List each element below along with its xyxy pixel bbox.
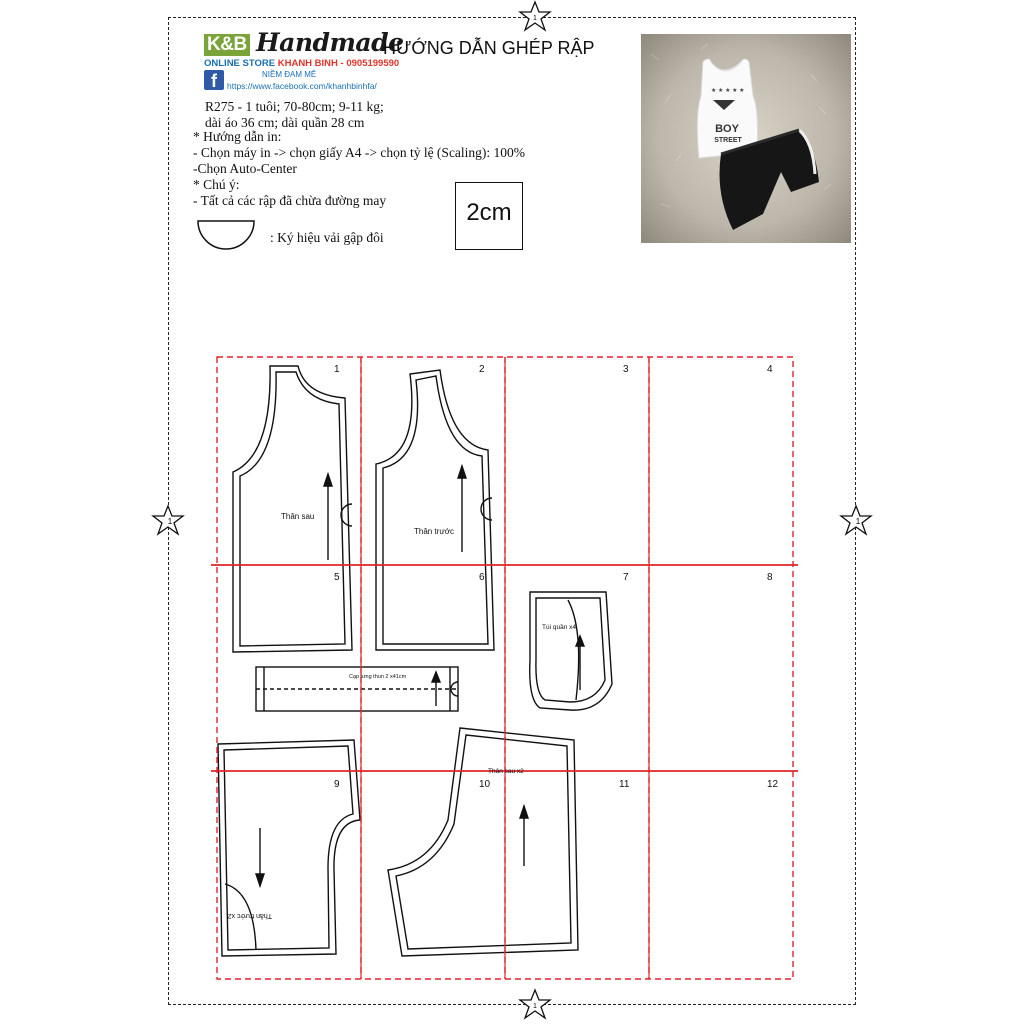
note-heading: * Chú ý: — [193, 177, 240, 192]
size-info-line2: dài áo 36 cm; dài quần 28 cm — [205, 115, 365, 130]
store-contact: KHANH BINH - 0905199590 — [277, 58, 400, 69]
fold-legend: : Ký hiệu vải gập đôi — [270, 230, 384, 245]
brand-logo-name: Handmade — [256, 28, 404, 57]
page-number-3: 3 — [623, 364, 629, 375]
piece-front-body — [376, 370, 494, 650]
label-pants-back: Thân sau x2 — [488, 768, 524, 775]
brand-logo-short: K&B — [204, 34, 250, 56]
page-number-5: 5 — [334, 572, 340, 583]
label-front-body: Thân trước — [414, 527, 454, 536]
label-pocket: Túi quần x4 — [542, 624, 576, 631]
label-pants-front: Thân trước x2 — [227, 912, 272, 919]
page-number-11: 11 — [619, 779, 630, 790]
svg-text:★ ★ ★ ★ ★: ★ ★ ★ ★ ★ — [711, 88, 745, 94]
print-guide-step1: - Chọn máy in -> chọn giấy A4 -> chọn tỷ lệ (Scaling): 100% — [193, 145, 526, 160]
facebook-icon: f — [204, 70, 224, 90]
page-number-2: 2 — [479, 364, 485, 375]
piece-pocket — [530, 592, 612, 710]
page-number-10: 10 — [479, 779, 491, 790]
page-number-1: 1 — [334, 364, 340, 375]
facebook-url: https://www.facebook.com/khanhbinhfa/ — [227, 81, 377, 91]
page-number-9: 9 — [334, 779, 340, 790]
page-number-7: 7 — [623, 572, 629, 583]
svg-text:1: 1 — [167, 517, 173, 526]
page-numbers — [334, 364, 779, 790]
page-title: HƯỚNG DẪN GHÉP RẬP — [383, 38, 595, 58]
page-number-4: 4 — [767, 364, 773, 375]
page-number-8: 8 — [767, 572, 773, 583]
note-seam-allowance: - Tất cả các rập đã chừa đường may — [193, 193, 387, 208]
piece-back-body — [233, 366, 352, 652]
svg-text:1: 1 — [855, 517, 861, 526]
shirt-print-boy: BOY — [715, 123, 739, 135]
print-guide-step2: -Chọn Auto-Center — [193, 161, 297, 176]
shirt-print-street: STREET — [714, 137, 742, 144]
svg-text:1: 1 — [533, 1003, 537, 1010]
label-waistband: Cạp lưng thun 2 x41cm — [349, 674, 407, 680]
piece-pants-front — [218, 740, 360, 956]
store-prefix: ONLINE STORE — [204, 58, 276, 69]
page-number-12: 12 — [767, 779, 779, 790]
page-number-6: 6 — [479, 572, 485, 583]
label-back-body: Thân sau — [281, 512, 315, 521]
print-guide-heading: * Hướng dẫn in: — [193, 129, 282, 144]
size-info-line1: R275 - 1 tuôi; 70-80cm; 9-11 kg; — [205, 99, 384, 114]
scale-check-box: 2cm — [455, 182, 523, 250]
piece-pants-back — [388, 728, 578, 956]
a4-page-grid — [211, 357, 798, 979]
brand-tagline: NIỀM ĐAM MÊ — [262, 70, 317, 79]
svg-text:1: 1 — [533, 15, 537, 22]
